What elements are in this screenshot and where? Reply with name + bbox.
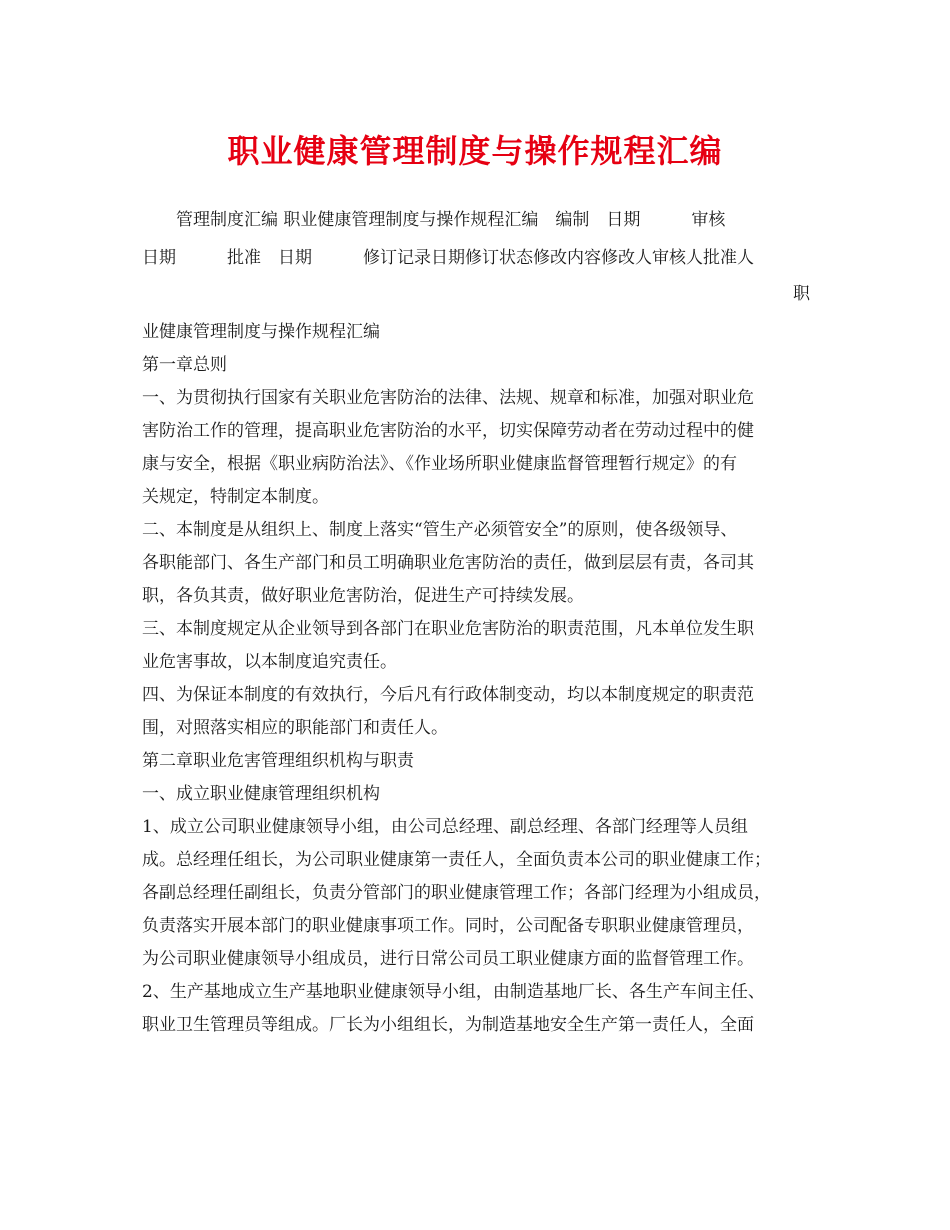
body-line: 二、本制度是从组织上、制度上落实“管生产必须管安全”的原则，使各级领导、 <box>142 520 738 540</box>
chapter-heading: 第一章总则 <box>142 355 227 375</box>
body-line: 职业卫生管理员等组成。厂长为小组组长，为制造基地安全生产第一责任人，全面 <box>142 1015 754 1035</box>
body-line: 各职能部门、各生产部门和员工明确职业危害防治的责任，做到层层有责，各司其 <box>142 553 754 573</box>
body-line: 为公司职业健康领导小组成员，进行日常公司员工职业健康方面的监督管理工作。 <box>142 949 754 969</box>
body-line: 一、为贯彻执行国家有关职业危害防治的法律、法规、规章和标准，加强对职业危 <box>142 388 754 408</box>
body-line: 围，对照落实相应的职能部门和责任人。 <box>142 718 448 738</box>
meta-line-1: 管理制度汇编 职业健康管理制度与操作规程汇编 编制 日期 审核 <box>142 210 726 230</box>
chapter-heading: 第二章职业危害管理组织机构与职责 <box>142 751 414 771</box>
section-heading: 一、成立职业健康管理组织机构 <box>142 784 380 804</box>
body-line: 成。总经理任组长，为公司职业健康第一责任人，全面负责本公司的职业健康工作； <box>142 850 771 870</box>
document-body <box>142 316 822 1042</box>
body-line: 业危害事故，以本制度追究责任。 <box>142 652 397 672</box>
body-line: 关规定，特制定本制度。 <box>142 487 329 507</box>
meta-line-3: 职 <box>793 284 810 304</box>
body-line: 各副总经理任副组长，负责分管部门的职业健康管理工作；各部门经理为小组成员， <box>142 883 771 903</box>
body-line: 2、生产基地成立生产基地职业健康领导小组，由制造基地厂长、各生产车间主任、 <box>142 982 765 1002</box>
body-line: 四、为保证本制度的有效执行，今后凡有行政体制变动，均以本制度规定的职责范 <box>142 685 754 705</box>
body-line: 职，各负其责，做好职业危害防治，促进生产可持续发展。 <box>142 586 584 606</box>
body-line: 三、本制度规定从企业领导到各部门在职业危害防治的职责范围，凡本单位发生职 <box>142 619 754 639</box>
body-line: 1、成立公司职业健康领导小组，由公司总经理、副总经理、各部门经理等人员组 <box>142 817 748 837</box>
meta-line-2: 日期 批准 日期 修订记录日期修订状态修改内容修改人审核人批准人 <box>142 248 754 268</box>
document-title: 职业健康管理制度与操作规程汇编 <box>227 132 723 170</box>
body-line: 业健康管理制度与操作规程汇编 <box>142 322 380 342</box>
body-line: 康与安全，根据《职业病防治法》、《作业场所职业健康监督管理暂行规定》的有 <box>142 454 737 474</box>
body-line: 害防治工作的管理，提高职业危害防治的水平，切实保障劳动者在劳动过程中的健 <box>142 421 754 441</box>
body-line: 负责落实开展本部门的职业健康事项工作。同时，公司配备专职职业健康管理员， <box>142 916 754 936</box>
